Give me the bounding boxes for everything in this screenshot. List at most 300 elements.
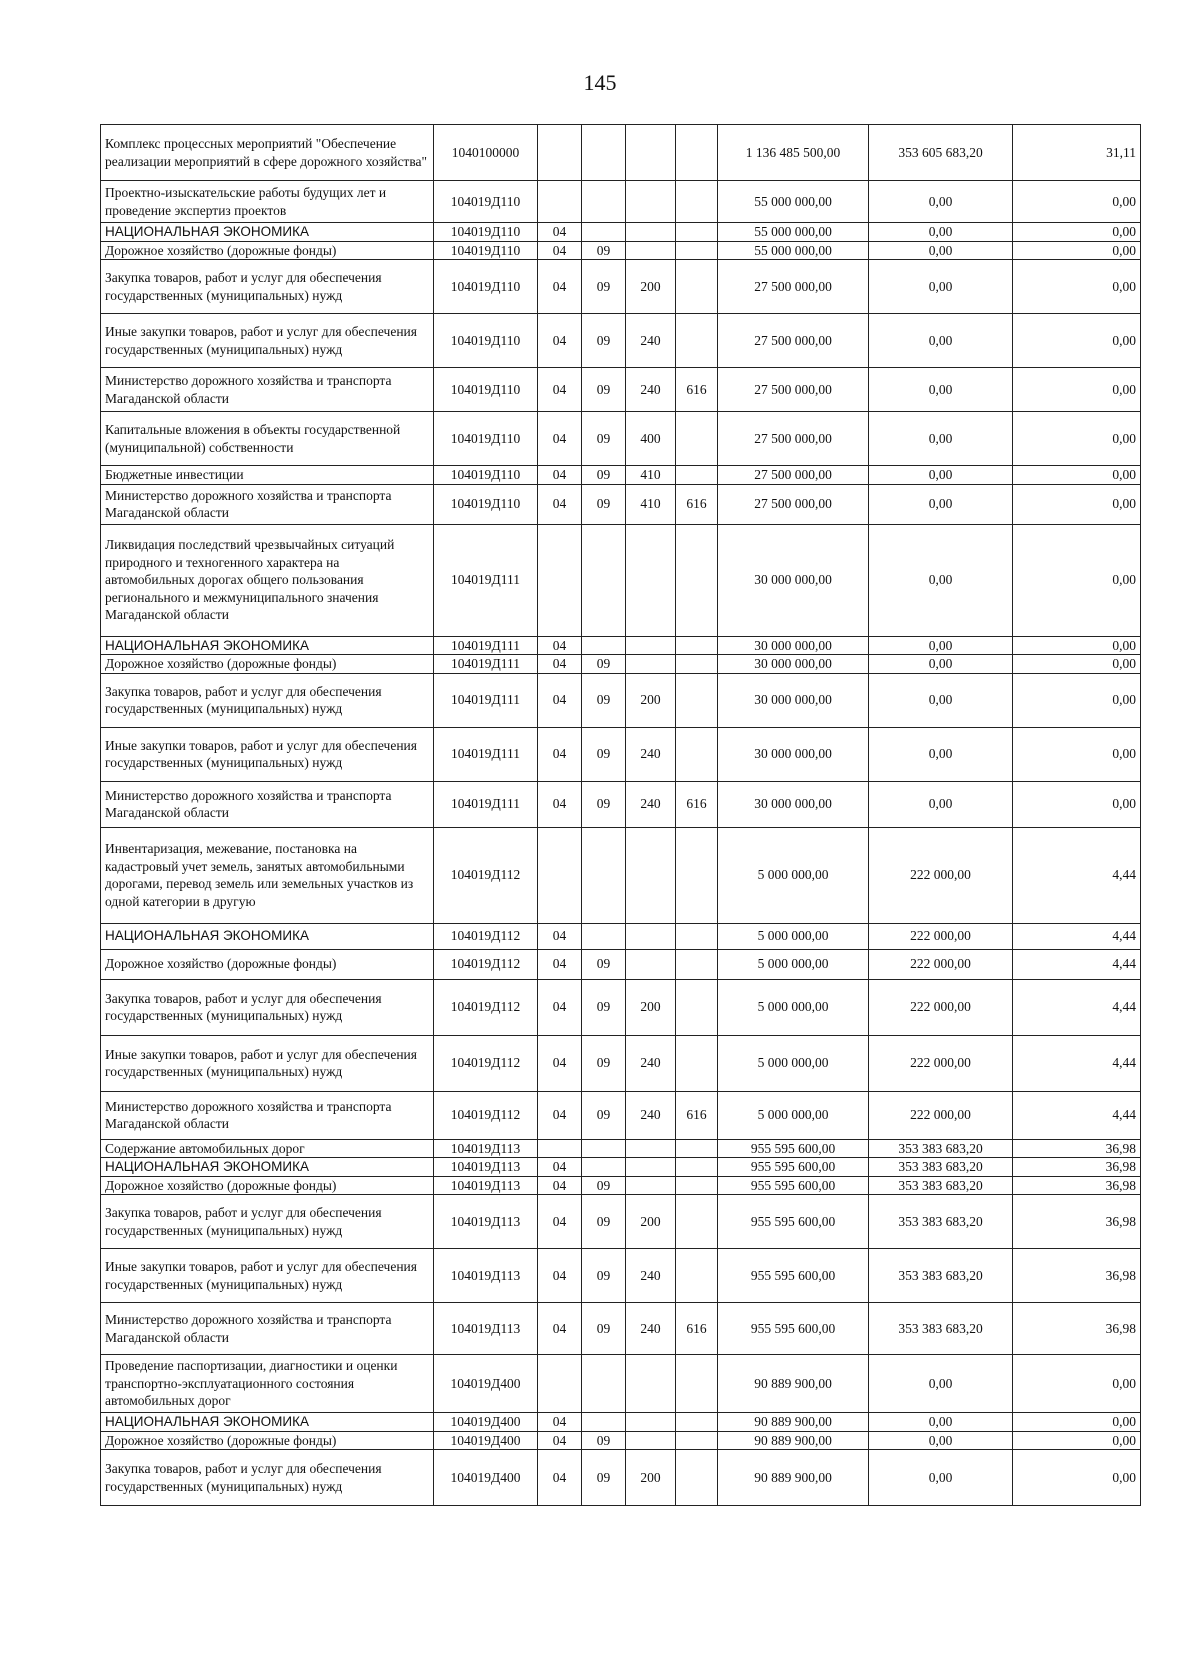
target-article-cell: 104019Д112 [434,923,538,949]
planned-amount-cell: 5 000 000,00 [718,1035,869,1091]
executed-amount-cell: 0,00 [869,636,1013,655]
section-cell [538,827,582,923]
expense-type-cell: 240 [626,1249,676,1303]
table-row [101,314,1141,368]
administrator-code-cell [676,466,718,485]
target-article-cell: 104019Д112 [434,827,538,923]
row-name-cell: Иные закупки товаров, работ и услуг для обеспечения государственных (муниципальных) нужд [101,1035,434,1091]
administrator-code-cell [676,923,718,949]
execution-percent-cell: 0,00 [1013,368,1141,412]
table-row [101,466,1141,485]
executed-amount-cell: 0,00 [869,1355,1013,1413]
administrator-code-cell [676,827,718,923]
row-name-cell: Проведение паспортизации, диагностики и оценки транспортно-эксплуатационного состояния автомобильных дорог [101,1355,434,1413]
table-row [101,223,1141,242]
table-row [101,1158,1141,1177]
target-article-cell: 104019Д111 [434,727,538,781]
table-row [101,260,1141,314]
expense-type-cell [626,1176,676,1195]
execution-percent-cell: 4,44 [1013,923,1141,949]
section-cell: 04 [538,1450,582,1506]
section-cell: 04 [538,260,582,314]
expense-type-cell [626,923,676,949]
row-name-cell: Дорожное хозяйство (дорожные фонды) [101,1431,434,1450]
execution-percent-cell: 0,00 [1013,466,1141,485]
section-cell [538,181,582,223]
page-number: 145 [583,70,617,95]
executed-amount-cell: 353 383 683,20 [869,1158,1013,1177]
administrator-code-cell [676,1158,718,1177]
executed-amount-cell: 0,00 [869,368,1013,412]
table-row [101,781,1141,827]
subsection-cell: 09 [582,979,626,1035]
expense-type-cell [626,125,676,181]
target-article-cell: 104019Д113 [434,1158,538,1177]
execution-percent-cell: 36,98 [1013,1158,1141,1177]
executed-amount-cell: 0,00 [869,223,1013,242]
subsection-cell: 09 [582,314,626,368]
table-row [101,923,1141,949]
row-name-cell: Закупка товаров, работ и услуг для обеспечения государственных (муниципальных) нужд [101,1195,434,1249]
section-cell: 04 [538,241,582,260]
table-row [101,727,1141,781]
table-row [101,1413,1141,1432]
subsection-cell: 09 [582,241,626,260]
expense-type-cell: 240 [626,314,676,368]
row-name-cell: Дорожное хозяйство (дорожные фонды) [101,949,434,979]
planned-amount-cell: 5 000 000,00 [718,923,869,949]
table-row [101,1195,1141,1249]
expense-type-cell [626,827,676,923]
administrator-code-cell [676,1195,718,1249]
planned-amount-cell: 30 000 000,00 [718,727,869,781]
administrator-code-cell [676,125,718,181]
planned-amount-cell: 90 889 900,00 [718,1431,869,1450]
expense-type-cell [626,636,676,655]
executed-amount-cell: 0,00 [869,466,1013,485]
expense-type-cell [626,1431,676,1450]
section-cell: 04 [538,412,582,466]
section-cell: 04 [538,1035,582,1091]
planned-amount-cell: 90 889 900,00 [718,1355,869,1413]
administrator-code-cell [676,241,718,260]
subsection-cell [582,636,626,655]
administrator-code-cell: 616 [676,781,718,827]
table-row [101,1139,1141,1158]
administrator-code-cell [676,412,718,466]
expense-type-cell [626,655,676,674]
execution-percent-cell: 31,11 [1013,125,1141,181]
expense-type-cell: 400 [626,412,676,466]
administrator-code-cell [676,1035,718,1091]
execution-percent-cell: 0,00 [1013,673,1141,727]
expense-type-cell: 240 [626,1035,676,1091]
subsection-cell: 09 [582,368,626,412]
execution-percent-cell: 4,44 [1013,979,1141,1035]
table-row [101,1176,1141,1195]
planned-amount-cell: 27 500 000,00 [718,260,869,314]
planned-amount-cell: 955 595 600,00 [718,1139,869,1158]
planned-amount-cell: 27 500 000,00 [718,412,869,466]
subsection-cell: 09 [582,781,626,827]
target-article-cell: 104019Д112 [434,979,538,1035]
administrator-code-cell: 616 [676,484,718,524]
section-cell [538,1355,582,1413]
row-name-cell: Министерство дорожного хозяйства и транспорта Магаданской области [101,1303,434,1355]
row-name-cell: Капитальные вложения в объекты государственной (муниципальной) собственности [101,412,434,466]
planned-amount-cell: 5 000 000,00 [718,1091,869,1139]
administrator-code-cell [676,655,718,674]
table-row [101,412,1141,466]
section-cell: 04 [538,1249,582,1303]
target-article-cell: 104019Д111 [434,781,538,827]
target-article-cell: 104019Д111 [434,673,538,727]
target-article-cell: 104019Д110 [434,314,538,368]
budget-table-body [101,125,1141,1506]
section-cell: 04 [538,1091,582,1139]
execution-percent-cell: 36,98 [1013,1195,1141,1249]
target-article-cell: 104019Д113 [434,1249,538,1303]
executed-amount-cell: 0,00 [869,673,1013,727]
planned-amount-cell: 30 000 000,00 [718,781,869,827]
executed-amount-cell: 222 000,00 [869,923,1013,949]
subsection-cell: 09 [582,484,626,524]
table-row [101,1091,1141,1139]
administrator-code-cell [676,181,718,223]
execution-percent-cell: 0,00 [1013,781,1141,827]
administrator-code-cell [676,314,718,368]
executed-amount-cell: 0,00 [869,484,1013,524]
planned-amount-cell: 5 000 000,00 [718,827,869,923]
execution-percent-cell: 0,00 [1013,241,1141,260]
section-cell: 04 [538,466,582,485]
table-row [101,636,1141,655]
execution-percent-cell: 0,00 [1013,314,1141,368]
row-name-cell: Министерство дорожного хозяйства и транспорта Магаданской области [101,781,434,827]
planned-amount-cell: 5 000 000,00 [718,979,869,1035]
subsection-cell [582,524,626,636]
planned-amount-cell: 27 500 000,00 [718,466,869,485]
expense-type-cell: 200 [626,260,676,314]
target-article-cell: 104019Д111 [434,636,538,655]
execution-percent-cell: 0,00 [1013,260,1141,314]
subsection-cell [582,125,626,181]
section-cell: 04 [538,655,582,674]
expense-type-cell: 240 [626,1303,676,1355]
target-article-cell: 104019Д113 [434,1139,538,1158]
executed-amount-cell: 0,00 [869,655,1013,674]
subsection-cell: 09 [582,949,626,979]
execution-percent-cell: 0,00 [1013,1431,1141,1450]
subsection-cell: 09 [582,673,626,727]
administrator-code-cell [676,673,718,727]
target-article-cell: 104019Д400 [434,1413,538,1432]
administrator-code-cell: 616 [676,1303,718,1355]
executed-amount-cell: 222 000,00 [869,979,1013,1035]
section-cell: 04 [538,979,582,1035]
row-name-cell: Ликвидация последствий чрезвычайных ситуаций природного и техногенного характера на автомобильных дорогах общего пользования регионального и межмуниципального значения Магаданской области [101,524,434,636]
table-row [101,827,1141,923]
execution-percent-cell: 0,00 [1013,484,1141,524]
planned-amount-cell: 55 000 000,00 [718,223,869,242]
subsection-cell: 09 [582,1450,626,1506]
planned-amount-cell: 27 500 000,00 [718,484,869,524]
expense-type-cell [626,949,676,979]
table-row [101,979,1141,1035]
expense-type-cell: 200 [626,1195,676,1249]
planned-amount-cell: 955 595 600,00 [718,1195,869,1249]
table-row [101,673,1141,727]
subsection-cell: 09 [582,260,626,314]
row-name-cell: Закупка товаров, работ и услуг для обеспечения государственных (муниципальных) нужд [101,260,434,314]
planned-amount-cell: 27 500 000,00 [718,368,869,412]
target-article-cell: 104019Д400 [434,1355,538,1413]
target-article-cell: 104019Д113 [434,1195,538,1249]
execution-percent-cell: 0,00 [1013,1450,1141,1506]
subsection-cell [582,1158,626,1177]
expense-type-cell [626,241,676,260]
subsection-cell [582,1139,626,1158]
table-row [101,1450,1141,1506]
target-article-cell: 104019Д110 [434,466,538,485]
planned-amount-cell: 55 000 000,00 [718,241,869,260]
planned-amount-cell: 55 000 000,00 [718,181,869,223]
executed-amount-cell: 0,00 [869,524,1013,636]
execution-percent-cell: 36,98 [1013,1249,1141,1303]
executed-amount-cell: 353 383 683,20 [869,1195,1013,1249]
expense-type-cell [626,1413,676,1432]
subsection-cell [582,923,626,949]
administrator-code-cell [676,1450,718,1506]
row-name-cell: Министерство дорожного хозяйства и транспорта Магаданской области [101,484,434,524]
subsection-cell: 09 [582,1176,626,1195]
executed-amount-cell: 0,00 [869,181,1013,223]
executed-amount-cell: 353 383 683,20 [869,1139,1013,1158]
administrator-code-cell [676,979,718,1035]
row-name-cell: НАЦИОНАЛЬНАЯ ЭКОНОМИКА [101,1413,434,1432]
expense-type-cell [626,1139,676,1158]
planned-amount-cell: 5 000 000,00 [718,949,869,979]
execution-percent-cell: 0,00 [1013,524,1141,636]
expense-type-cell: 200 [626,979,676,1035]
table-row [101,484,1141,524]
administrator-code-cell [676,260,718,314]
subsection-cell: 09 [582,727,626,781]
section-cell: 04 [538,636,582,655]
planned-amount-cell: 30 000 000,00 [718,655,869,674]
subsection-cell: 09 [582,412,626,466]
expense-type-cell: 240 [626,1091,676,1139]
target-article-cell: 104019Д113 [434,1176,538,1195]
section-cell: 04 [538,727,582,781]
subsection-cell [582,1355,626,1413]
section-cell: 04 [538,368,582,412]
executed-amount-cell: 0,00 [869,314,1013,368]
row-name-cell: НАЦИОНАЛЬНАЯ ЭКОНОМИКА [101,223,434,242]
section-cell: 04 [538,484,582,524]
execution-percent-cell: 0,00 [1013,223,1141,242]
executed-amount-cell: 222 000,00 [869,827,1013,923]
table-row [101,1303,1141,1355]
execution-percent-cell: 0,00 [1013,412,1141,466]
table-row [101,241,1141,260]
executed-amount-cell: 0,00 [869,1413,1013,1432]
section-cell: 04 [538,314,582,368]
executed-amount-cell: 353 383 683,20 [869,1176,1013,1195]
executed-amount-cell: 0,00 [869,1431,1013,1450]
section-cell: 04 [538,1303,582,1355]
row-name-cell: Дорожное хозяйство (дорожные фонды) [101,655,434,674]
target-article-cell: 104019Д111 [434,655,538,674]
executed-amount-cell: 0,00 [869,781,1013,827]
executed-amount-cell: 0,00 [869,727,1013,781]
administrator-code-cell [676,1413,718,1432]
expense-type-cell [626,223,676,242]
row-name-cell: НАЦИОНАЛЬНАЯ ЭКОНОМИКА [101,923,434,949]
expense-type-cell: 240 [626,727,676,781]
subsection-cell: 09 [582,1431,626,1450]
subsection-cell: 09 [582,1303,626,1355]
subsection-cell: 09 [582,1091,626,1139]
budget-table [100,124,1141,1506]
section-cell: 04 [538,1195,582,1249]
execution-percent-cell: 36,98 [1013,1139,1141,1158]
administrator-code-cell [676,636,718,655]
subsection-cell [582,223,626,242]
execution-percent-cell: 4,44 [1013,1091,1141,1139]
row-name-cell: Министерство дорожного хозяйства и транспорта Магаданской области [101,368,434,412]
table-row [101,1431,1141,1450]
execution-percent-cell: 0,00 [1013,1413,1141,1432]
planned-amount-cell: 90 889 900,00 [718,1450,869,1506]
row-name-cell: Дорожное хозяйство (дорожные фонды) [101,241,434,260]
row-name-cell: Закупка товаров, работ и услуг для обеспечения государственных (муниципальных) нужд [101,1450,434,1506]
executed-amount-cell: 0,00 [869,260,1013,314]
executed-amount-cell: 222 000,00 [869,1035,1013,1091]
expense-type-cell: 240 [626,368,676,412]
expense-type-cell: 410 [626,484,676,524]
row-name-cell: Дорожное хозяйство (дорожные фонды) [101,1176,434,1195]
subsection-cell: 09 [582,1035,626,1091]
execution-percent-cell: 0,00 [1013,655,1141,674]
executed-amount-cell: 222 000,00 [869,1091,1013,1139]
administrator-code-cell: 616 [676,1091,718,1139]
section-cell [538,524,582,636]
row-name-cell: Проектно-изыскательские работы будущих лет и проведение экспертиз проектов [101,181,434,223]
table-row [101,524,1141,636]
execution-percent-cell: 4,44 [1013,827,1141,923]
execution-percent-cell: 0,00 [1013,181,1141,223]
subsection-cell: 09 [582,466,626,485]
row-name-cell: Бюджетные инвестиции [101,466,434,485]
planned-amount-cell: 30 000 000,00 [718,524,869,636]
execution-percent-cell: 36,98 [1013,1303,1141,1355]
target-article-cell: 104019Д110 [434,484,538,524]
table-row [101,181,1141,223]
executed-amount-cell: 0,00 [869,241,1013,260]
table-row [101,125,1141,181]
executed-amount-cell: 222 000,00 [869,949,1013,979]
row-name-cell: Комплекс процессных мероприятий "Обеспечение реализации мероприятий в сфере дорожного хозяйства" [101,125,434,181]
section-cell: 04 [538,1158,582,1177]
expense-type-cell: 240 [626,781,676,827]
section-cell [538,1139,582,1158]
table-row [101,1249,1141,1303]
administrator-code-cell [676,727,718,781]
target-article-cell: 104019Д400 [434,1431,538,1450]
administrator-code-cell [676,949,718,979]
row-name-cell: Иные закупки товаров, работ и услуг для обеспечения государственных (муниципальных) нужд [101,1249,434,1303]
administrator-code-cell [676,1431,718,1450]
row-name-cell: НАЦИОНАЛЬНАЯ ЭКОНОМИКА [101,1158,434,1177]
administrator-code-cell [676,223,718,242]
execution-percent-cell: 4,44 [1013,1035,1141,1091]
table-row [101,949,1141,979]
table-row [101,655,1141,674]
row-name-cell: Министерство дорожного хозяйства и транспорта Магаданской области [101,1091,434,1139]
expense-type-cell: 410 [626,466,676,485]
execution-percent-cell: 0,00 [1013,727,1141,781]
target-article-cell: 104019Д110 [434,223,538,242]
expense-type-cell [626,181,676,223]
expense-type-cell [626,524,676,636]
target-article-cell: 104019Д110 [434,368,538,412]
execution-percent-cell: 0,00 [1013,636,1141,655]
section-cell: 04 [538,1176,582,1195]
expense-type-cell [626,1158,676,1177]
target-article-cell: 104019Д110 [434,241,538,260]
row-name-cell: Закупка товаров, работ и услуг для обеспечения государственных (муниципальных) нужд [101,673,434,727]
row-name-cell: Иные закупки товаров, работ и услуг для обеспечения государственных (муниципальных) нужд [101,727,434,781]
executed-amount-cell: 353 383 683,20 [869,1249,1013,1303]
subsection-cell [582,1413,626,1432]
administrator-code-cell [676,1355,718,1413]
executed-amount-cell: 353 605 683,20 [869,125,1013,181]
target-article-cell: 104019Д400 [434,1450,538,1506]
administrator-code-cell [676,1139,718,1158]
subsection-cell: 09 [582,1195,626,1249]
planned-amount-cell: 1 136 485 500,00 [718,125,869,181]
planned-amount-cell: 955 595 600,00 [718,1303,869,1355]
section-cell: 04 [538,673,582,727]
subsection-cell [582,181,626,223]
planned-amount-cell: 30 000 000,00 [718,673,869,727]
table-row [101,368,1141,412]
target-article-cell: 104019Д113 [434,1303,538,1355]
target-article-cell: 104019Д110 [434,260,538,314]
subsection-cell: 09 [582,1249,626,1303]
table-row [101,1355,1141,1413]
planned-amount-cell: 30 000 000,00 [718,636,869,655]
section-cell: 04 [538,1431,582,1450]
subsection-cell: 09 [582,655,626,674]
target-article-cell: 104019Д111 [434,524,538,636]
administrator-code-cell [676,1249,718,1303]
target-article-cell: 1040100000 [434,125,538,181]
administrator-code-cell [676,524,718,636]
planned-amount-cell: 27 500 000,00 [718,314,869,368]
section-cell: 04 [538,949,582,979]
target-article-cell: 104019Д112 [434,1035,538,1091]
row-name-cell: НАЦИОНАЛЬНАЯ ЭКОНОМИКА [101,636,434,655]
target-article-cell: 104019Д112 [434,949,538,979]
subsection-cell [582,827,626,923]
planned-amount-cell: 955 595 600,00 [718,1176,869,1195]
administrator-code-cell: 616 [676,368,718,412]
row-name-cell: Иные закупки товаров, работ и услуг для обеспечения государственных (муниципальных) нужд [101,314,434,368]
planned-amount-cell: 955 595 600,00 [718,1249,869,1303]
administrator-code-cell [676,1176,718,1195]
